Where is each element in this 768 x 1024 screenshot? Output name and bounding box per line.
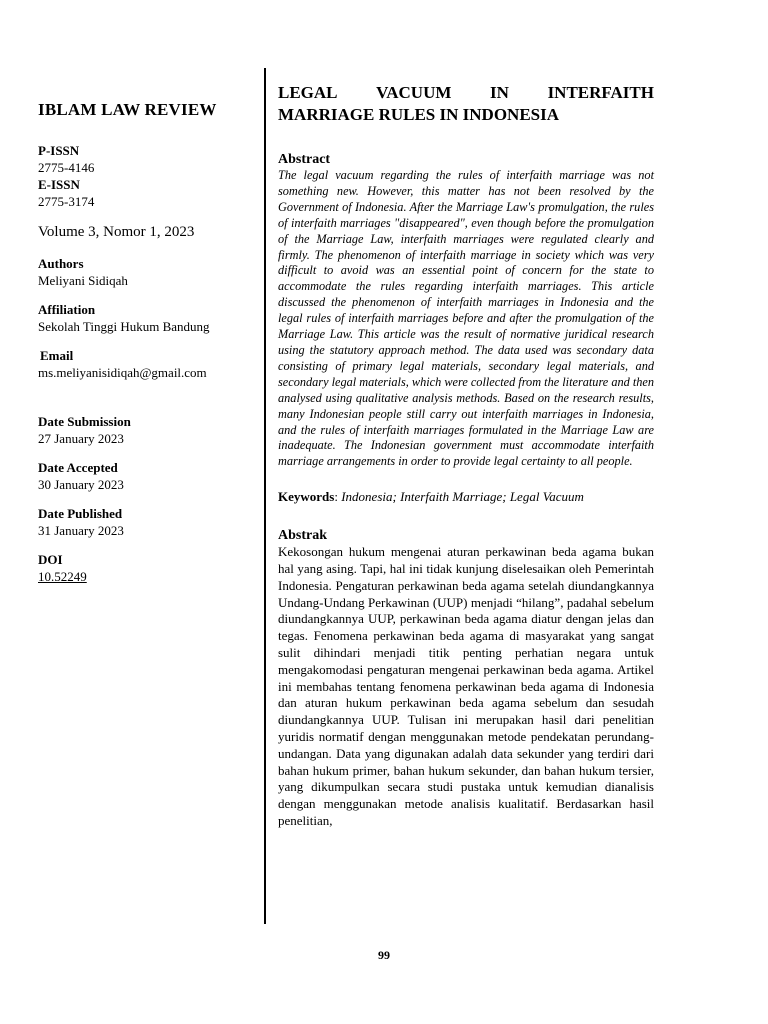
affiliation-value: Sekolah Tinggi Hukum Bandung [38, 319, 210, 334]
submission-label: Date Submission [38, 414, 131, 429]
authors-value: Meliyani Sidiqah [38, 273, 128, 288]
volume-info: Volume 3, Nomor 1, 2023 [38, 224, 195, 240]
title-word: IN [490, 83, 509, 102]
keywords-label: Keywords [278, 489, 335, 505]
column-divider [264, 68, 266, 924]
accepted-date: 30 January 2023 [38, 477, 124, 492]
email-value: ms.meliyanisidiqah@gmail.com [38, 365, 207, 380]
abstract-heading: Abstract [278, 152, 331, 167]
metadata-column [38, 100, 258, 585]
title-line-2: MARRIAGE RULES IN INDONESIA [278, 105, 560, 124]
abstrak-heading: Abstrak [278, 528, 328, 544]
published-date: 31 January 2023 [38, 523, 124, 538]
doi-link[interactable]: 10.52249 [38, 569, 87, 584]
keywords-value: Indonesia; Interfaith Marriage; Legal Vacuum [341, 489, 584, 505]
article-column [278, 82, 654, 830]
submission-date: 27 January 2023 [38, 431, 124, 446]
e-issn-value: 2775-3174 [38, 194, 95, 209]
accepted-label: Date Accepted [38, 460, 118, 475]
abstract-text: The legal vacuum regarding the rules of interfaith marriage was not something new. However, this matter has not been resolved by the Government of Indonesia. After the Marriage Law's promulgation, the rules of interfaith marriages "disappeared", even though before the promulgation of the Marriage Law, interfaith marriages were regulated clearly and firmly. The phenomenon of interfaith marriage in society which was very difficult to avoid was an essential point of concern for the state to accommodate the rules regarding interfaith marriages. This article discussed the phenomenon of interfaith marriages in Indonesia and the legal rules of interfaith marriages before and after the promulgation of the Marriage Law. This article was the result of normative juridical research using the statutory approach method. The data used was secondary data consisting of primary legal materials, secondary legal materials, and secondary legal materials, which were collected from the literature and then analysed using qualitative analysis methods. Based on the research results, many Indonesian people still carry out interfaith marriages in Indonesia, and the rules of interfaith marriages formulated in the Marriage Law are inadequate. The Indonesian government must accommodate interfaith marriage arrangements in order to provide legal certainty to all people. [278, 168, 655, 469]
title-word: INTERFAITH [547, 83, 654, 102]
keywords-line: Keywords: Indonesia; Interfaith Marriage; Legal Vacuum [278, 489, 584, 505]
published-label: Date Published [38, 506, 123, 521]
title-word: LEGAL [278, 83, 338, 102]
doi-label: DOI [38, 552, 63, 567]
affiliation-label: Affiliation [38, 302, 96, 317]
title-word: VACUUM [376, 83, 452, 102]
email-label: Email [40, 348, 74, 363]
journal-name: IBLAM LAW REVIEW [38, 100, 217, 119]
p-issn-value: 2775-4146 [38, 160, 95, 175]
article-title [278, 82, 654, 126]
authors-label: Authors [38, 256, 84, 271]
p-issn-label: P-ISSN [38, 143, 80, 158]
page-number: 99 [378, 948, 390, 962]
abstrak-text: Kekosongan hukum mengenai aturan perkawinan beda agama bukan hal yang asing. Tapi, hal ini tidak kunjung diselesaikan oleh Pemerintah Indonesia. Pengaturan perkawinan beda agama setelah diundangkannya Undang-Undang Perkawinan (UUP) menjadi “hilang”, padahal sebelum diundangkannya UUP, perkawinan beda agama diatur dengan jelas dan tegas. Fenomena perkawinan beda agama di masyarakat yang sangat sulit dihindari menjadi titik penting perhatian negara untuk mengakomodasi pengaturan mengenai perkawinan beda agama. Artikel ini membahas tentang fenomena perkawinan beda agama di Indonesia dan aturan hukum perkawinan beda agama sebelum dan sesudah diundangkannya UUP. Tulisan ini merupakan hasil dari penelitian yuridis normatif dengan menggunakan metode pendekatan perundang-undangan. Data yang digunakan adalah data sekunder yang terdiri dari bahan hukum primer, bahan hukum sekunder, dan bahan hukum tersier, yang dikumpulkan secara studi pustaka untuk kemudian dianalisis dengan menggunakan metode analisis kualitatif. Berdasarkan hasil penelitian, [278, 544, 654, 828]
e-issn-label: E-ISSN [38, 177, 80, 192]
